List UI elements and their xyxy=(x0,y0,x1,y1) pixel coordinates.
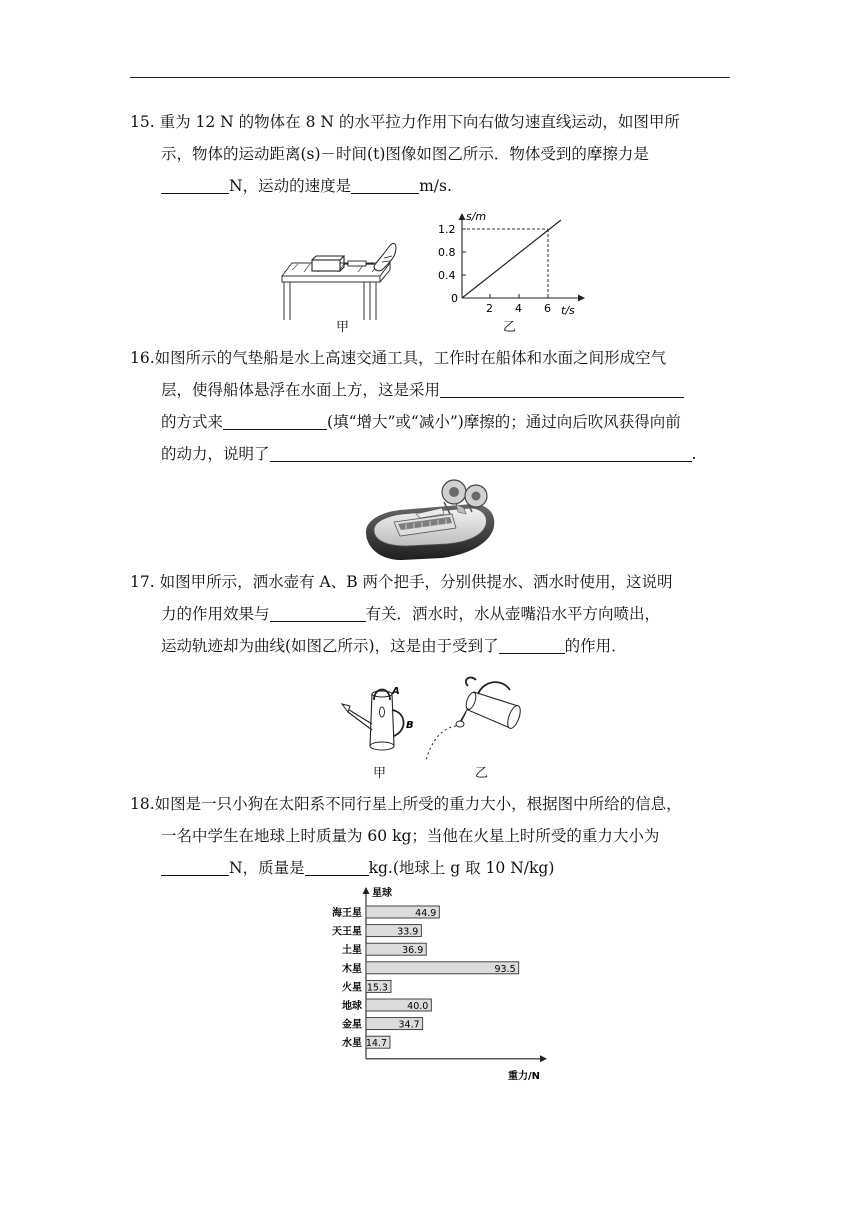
x-tick-label: 6 xyxy=(544,302,551,315)
figure-caption-yi: 乙 xyxy=(503,320,517,335)
answer-blank[interactable] xyxy=(270,603,366,622)
question-17 xyxy=(130,566,732,662)
origin-label: 0 xyxy=(451,292,458,305)
y-axis-label: s/m xyxy=(466,210,487,223)
answer-blank[interactable] xyxy=(161,857,229,876)
x-tick-label: 4 xyxy=(515,302,522,315)
question-text: m/s. xyxy=(419,177,452,195)
question-number: 17. xyxy=(130,573,155,591)
answer-blank[interactable] xyxy=(305,857,369,876)
question-text: 的动力，说明了 xyxy=(161,445,270,463)
block-on-table-figure xyxy=(278,236,402,320)
gravity-bar-chart xyxy=(310,886,560,1082)
handle-label-a: A xyxy=(392,686,400,697)
question-number: 18. xyxy=(130,795,155,813)
s-t-line xyxy=(462,220,561,298)
figure-caption-jia: 甲 xyxy=(336,320,350,335)
question-text: 如图甲所示，洒水壶有 A、B 两个把手，分别供提水、洒水时使用，这说明 xyxy=(159,573,673,591)
question-15 xyxy=(130,106,732,202)
figure-caption-yi: 乙 xyxy=(475,766,489,781)
question-number: 16. xyxy=(130,349,155,367)
x-tick-label: 2 xyxy=(486,302,493,315)
question-text: kg.(地球上 g 取 10 N/kg) xyxy=(368,859,555,877)
category-label: 地球 xyxy=(342,1001,362,1012)
bar-value-label: 15.3 xyxy=(366,982,388,994)
question-text: . xyxy=(691,445,697,463)
bar-value-label: 93.5 xyxy=(494,963,516,975)
hovercraft-illustration xyxy=(360,474,500,566)
category-label: 木星 xyxy=(342,963,362,975)
y-axis-label: 星球 xyxy=(372,888,392,899)
watering-can-jia xyxy=(336,682,426,758)
question-text: 有关．洒水时，水从壶嘴沿水平方向喷出， xyxy=(365,605,661,623)
bar-value-label: 33.9 xyxy=(397,926,419,938)
question-16 xyxy=(130,342,732,470)
category-label: 土星 xyxy=(342,945,362,957)
question-text: 力的作用效果与 xyxy=(161,605,270,623)
y-tick-label: 0.8 xyxy=(438,246,456,259)
y-tick-label: 0.4 xyxy=(438,269,456,282)
answer-blank[interactable] xyxy=(351,175,419,194)
category-label: 海王星 xyxy=(332,908,362,919)
bar-value-label: 36.9 xyxy=(402,945,424,957)
category-label: 金星 xyxy=(342,1019,362,1031)
question-text: 重为 12 N 的物体在 8 N 的水平拉力作用下向右做匀速直线运动，如图甲所 xyxy=(159,113,680,131)
question-text: 层，使得船体悬浮在水面上方，这是采用 xyxy=(161,381,441,399)
category-label: 水星 xyxy=(342,1038,362,1050)
x-axis-arrow xyxy=(540,1055,547,1062)
answer-blank[interactable] xyxy=(161,175,229,194)
bar-value-label: 44.9 xyxy=(415,908,437,919)
x-axis-label: t/s xyxy=(561,304,575,317)
question-number: 15. xyxy=(130,113,155,131)
question-text: N，质量是 xyxy=(229,859,305,877)
watering-can-yi xyxy=(424,670,530,766)
s-t-graph xyxy=(420,208,590,320)
water-trajectory xyxy=(426,726,456,760)
handle-label-b: B xyxy=(406,720,414,731)
question-text: 的作用． xyxy=(564,637,627,655)
x-axis-label: 重力/N xyxy=(508,1070,541,1082)
bar-value-label: 14.7 xyxy=(365,1038,388,1050)
question-text: 如图是一只小狗在太阳系不同行星上所受的重力大小，根据图中所给的信息， xyxy=(154,795,682,813)
figure-caption-jia: 甲 xyxy=(373,766,387,781)
question-text: 如图所示的气垫船是水上高速交通工具，工作时在船体和水面之间形成空气 xyxy=(154,349,667,367)
y-axis-arrow xyxy=(363,887,370,894)
answer-blank[interactable] xyxy=(440,379,684,398)
top-rule xyxy=(130,77,730,78)
question-text: 运动轨迹却为曲线(如图乙所示)，这是由于受到了 xyxy=(161,637,499,655)
question-text: 一名中学生在地球上时质量为 60 kg；当他在火星上时所受的重力大小为 xyxy=(161,827,660,845)
question-text: N，运动的速度是 xyxy=(229,177,352,195)
question-text: 的方式来 xyxy=(161,413,224,431)
category-label: 天王星 xyxy=(332,926,362,938)
answer-blank[interactable] xyxy=(499,635,565,654)
y-tick-label: 1.2 xyxy=(438,223,456,236)
bar-value-label: 40.0 xyxy=(407,1001,429,1012)
category-label: 火星 xyxy=(342,982,362,994)
question-18 xyxy=(130,788,732,884)
question-text: 示，物体的运动距离(s)－时间(t)图像如图乙所示．物体受到的摩擦力是 xyxy=(161,145,649,163)
bar-value-label: 34.7 xyxy=(398,1019,420,1031)
answer-blank[interactable] xyxy=(270,443,692,462)
answer-blank[interactable] xyxy=(223,411,327,430)
question-text: (填“增大”或“减小”)摩擦的；通过向后吹风获得向前 xyxy=(327,413,681,431)
